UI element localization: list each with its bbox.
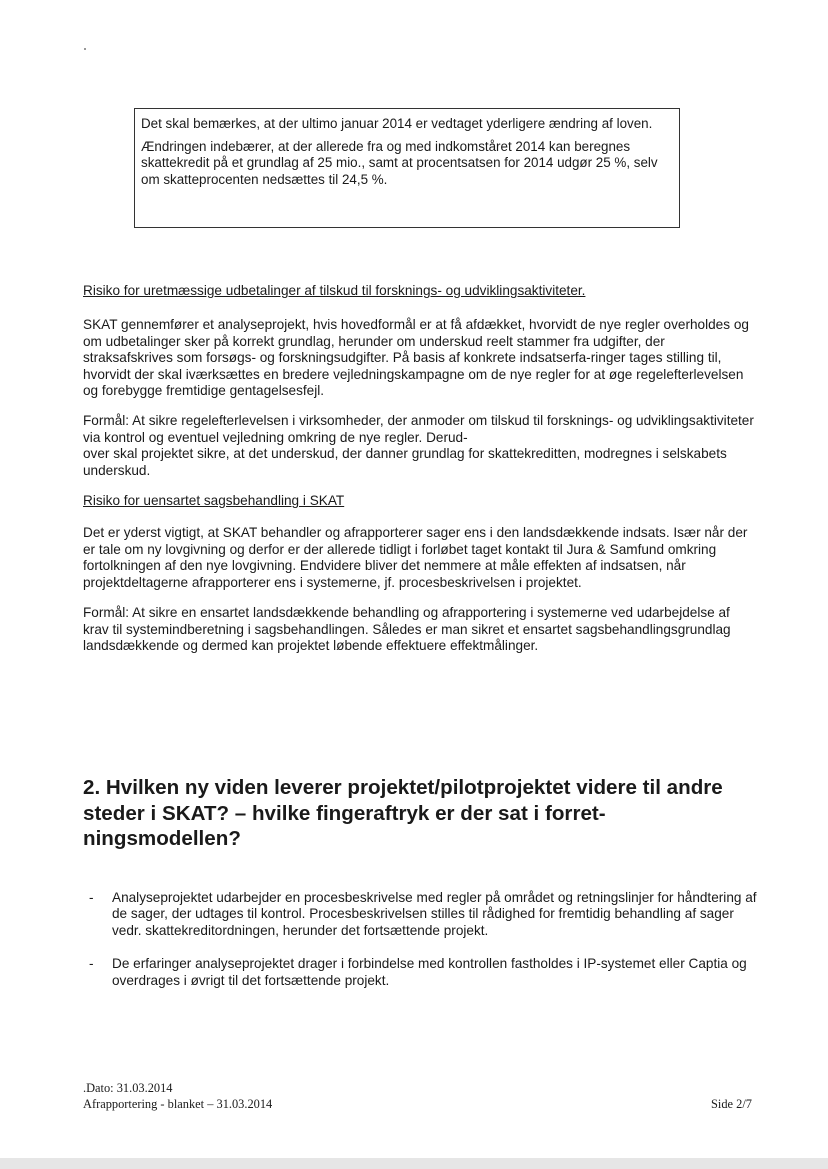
footer-date: .Dato: 31.03.2014 (83, 1081, 173, 1095)
note-box (134, 108, 680, 228)
note-paragraph-2: Ændringen indebærer, at der allerede fra og med indkomståret 2014 kan beregnes skattekredit på et grundlag af 25 mio., samt at procentsatsen for 2014 udgør 25 %, selv om skatteprocenten nedsættes til 24,5 %. (141, 138, 658, 187)
risk-payouts-purpose-2: over skal projektet sikre, at det underskud, der danner grundlag for skattekreditten, modregnes i selskabets underskud. (83, 446, 727, 478)
section-2-bullet-list (89, 890, 759, 1006)
note-paragraph-1: Det skal bemærkes, at der ultimo januar 2014 er vedtaget yderligere ændring af loven. (141, 116, 653, 131)
footer-doc-line: Afrapportering - blanket – 31.03.2014 (83, 1096, 273, 1111)
main-content (83, 283, 758, 654)
list-item (89, 956, 759, 989)
bullet-dash: - (89, 890, 94, 905)
risk-payouts-purpose-1: Formål: At sikre regelefterlevelsen i virksomheder, der anmoder om tilskud til forsknings- og udviklingsaktiviteter via kontrol og eventuel vejledning omkring de nye regler. Derud- (83, 413, 754, 445)
section-2-heading: 2. Hvilken ny viden leverer projektet/pilotprojektet videre til andre steder i SKAT? – hvilke fingeraftryk er der sat i forret-ningsmodellen? (83, 776, 723, 850)
risk-payouts-title: Risiko for uretmæssige udbetalinger af tilskud til forsknings- og udviklingsaktiviteter. (83, 283, 586, 298)
list-item (89, 890, 759, 939)
risk-case-handling-purpose: Formål: At sikre en ensartet landsdækkende behandling og afrapportering i systemerne ved udarbejdelse af krav til systemindberetning i sagsbehandlingen. Således er man sikret et ensartet sagsbehandlingsgrundlag landsdækkende og dermed kan projektet løbende effektuere effektmålinger. (83, 605, 731, 653)
risk-case-handling-paragraph: Det er yderst vigtigt, at SKAT behandler og afrapporterer sager ens i den landsdækkende indsats. Især når der er tale om ny lovgivning og derfor er der allerede tidligt i forløbet taget kontakt til Jura & Samfund omkring fortolkningen af den nye lovgivning. Endvidere bliver det nemmere at måle effekten af indsatsen, når projektdeltagerne afrapporterer ens i systemerne, jf. procesbeskrivelsen i projektet. (83, 525, 748, 590)
footer-left (83, 1081, 272, 1112)
scan-bottom-edge (0, 1158, 828, 1169)
page-number: Side 2/7 (711, 1097, 752, 1111)
scan-speck (84, 48, 86, 50)
bullet-dash: - (89, 956, 94, 972)
risk-payouts-paragraph: SKAT gennemfører et analyseprojekt, hvis hovedformål er at få afdækket, hvorvidt de nye regler overholdes og om udbetalinger sker på korrekt grundlag, herunder om underskud reelt stammer fra udgifter, der straksafskrives som forsøgs- og forskningsudgifter. På basis af konkrete indsatserfa-ringer tages stilling til, hvorvidt der skal iværksættes en bredere vejledningskampagne om de nye regler for at øge regelefterlevelsen og forebygge fremtidige gentagelsesfejl. (83, 317, 749, 399)
risk-case-handling-title: Risiko for uensartet sagsbehandling i SKAT (83, 493, 345, 509)
bullet-text: Analyseprojektet udarbejder en procesbeskrivelse med regler på området og retningslinjer for håndtering af de sager, der udtages til kontrol. Procesbeskrivelsen stilles til rådighed for fremtidig behandling af sager vedr. skattekreditordningen, herunder det fortsættende projekt. (112, 890, 757, 938)
bullet-text: De erfaringer analyseprojektet drager i forbindelse med kontrollen fastholdes i IP-systemet eller Captia og overdrages i øvrigt til det fortsættende projekt. (112, 956, 747, 988)
